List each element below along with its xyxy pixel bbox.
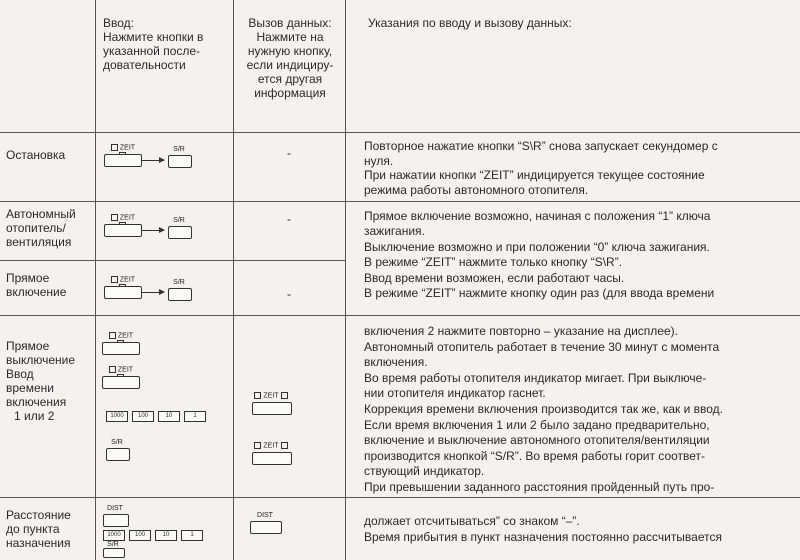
recall-empty: - <box>287 212 291 226</box>
digit-key-1000: 1000 <box>103 530 125 541</box>
zeit-key <box>102 342 140 355</box>
sr-key <box>168 288 192 301</box>
row-divider <box>0 497 800 498</box>
header-recall: Вызов данных: Нажмите на нужную кнопку, если индициру- ется другая информация <box>246 16 334 100</box>
zeit-key-label: ZEIT <box>104 214 140 231</box>
row-label-direct-off: Прямое выключение Ввод времени включения 1 или 2 <box>6 339 76 423</box>
sr-key-label: S/R <box>173 146 185 153</box>
dist-key-label: DIST <box>107 505 123 512</box>
header-input: Ввод: Нажмите кнопки в указанной после- довательности <box>103 16 204 72</box>
recall-empty: - <box>287 287 291 301</box>
zeit-key-label: ZEIT <box>252 442 290 450</box>
zeit-key <box>252 402 292 415</box>
arrow-icon <box>142 160 164 161</box>
sr-key-label: S/R <box>111 439 123 446</box>
zeit-key-label: ZEIT <box>102 332 138 349</box>
sr-key <box>168 155 192 168</box>
zeit-key-label: ZEIT <box>252 392 290 400</box>
digit-key-1000: 1000 <box>106 411 128 422</box>
notes-distance: должает отсчитываться” со знаком “–”. Время прибытия в пункт назначения постоянно рассчитывается <box>364 514 722 544</box>
digit-key-10: 10 <box>158 411 180 422</box>
digit-key-100: 100 <box>132 411 154 422</box>
header-notes: Указания по вводу и вызову данных: <box>368 16 572 30</box>
zeit-key <box>104 224 142 237</box>
row-divider <box>0 260 346 261</box>
zeit-key-label: ZEIT <box>104 144 140 161</box>
sr-key-label: S/R <box>173 217 185 224</box>
sr-key <box>168 226 192 239</box>
sr-key-label: S/R <box>107 541 119 548</box>
zeit-key <box>104 154 142 167</box>
row-label-stop: Остановка <box>6 148 66 162</box>
column-divider <box>95 0 96 560</box>
row-divider <box>0 201 800 202</box>
sr-key <box>106 448 130 461</box>
row-label-distance: Расстояние до пункта назначения <box>6 508 71 550</box>
notes-heater: Прямое включение возможно, начиная с положения “1” ключа зажигания. Выключение возможно и при положении “0” ключа зажигания. В режиме “ZEIT” нажмите только кнопку “S\R”. Ввод времени возможен, если работают часы. В режиме “ZEIT” нажмите кнопку один раз (для ввода времени <box>364 209 715 301</box>
notes-time-input: включения 2 нажмите повторно – указание на дисплее). Автономный отопитель работает в течение 30 минут с момента включения. Во время работы отопителя индикатор мигает. При выключе- нии отопителя индикатор гаснет. Коррекция времени включения производится так же, как и ввод. Если время включения 1 или 2 было задано предварительно, включение и выключение автономного отопителя/вентиляции производится кнопкой “S/R”. Во время работы горит соответ- ствующий индикатор. При превышении заданного расстояния пройденный путь про- <box>364 324 723 494</box>
dist-key-label: DIST <box>257 512 273 519</box>
digit-key-10: 10 <box>155 530 177 541</box>
column-divider <box>233 0 234 560</box>
digit-key-1: 1 <box>184 411 206 422</box>
sr-key <box>103 548 125 558</box>
zeit-key <box>252 452 292 465</box>
dist-key <box>250 521 282 534</box>
header-divider <box>0 132 800 133</box>
zeit-key-label: ZEIT <box>104 276 140 293</box>
row-divider <box>0 315 800 316</box>
notes-stop: Повторное нажатие кнопки “S\R” снова запускает секундомер с нуля. При нажатии кнопки “ZEIT” индицируется текущее состояние режима работы автономного отопителя. <box>364 139 718 198</box>
arrow-icon <box>142 292 164 293</box>
digit-key-1: 1 <box>181 530 203 541</box>
digit-key-100: 100 <box>129 530 151 541</box>
recall-empty: - <box>287 146 291 160</box>
row-label-heater: Автономный отопитель/ вентиляция <box>6 207 76 249</box>
zeit-key <box>102 376 140 389</box>
zeit-key <box>104 286 142 299</box>
column-divider <box>345 0 346 560</box>
row-label-direct-on: Прямое включение <box>6 271 67 299</box>
arrow-icon <box>142 230 164 231</box>
dist-key <box>103 514 129 527</box>
zeit-key-label: ZEIT <box>102 366 138 383</box>
sr-key-label: S/R <box>173 279 185 286</box>
